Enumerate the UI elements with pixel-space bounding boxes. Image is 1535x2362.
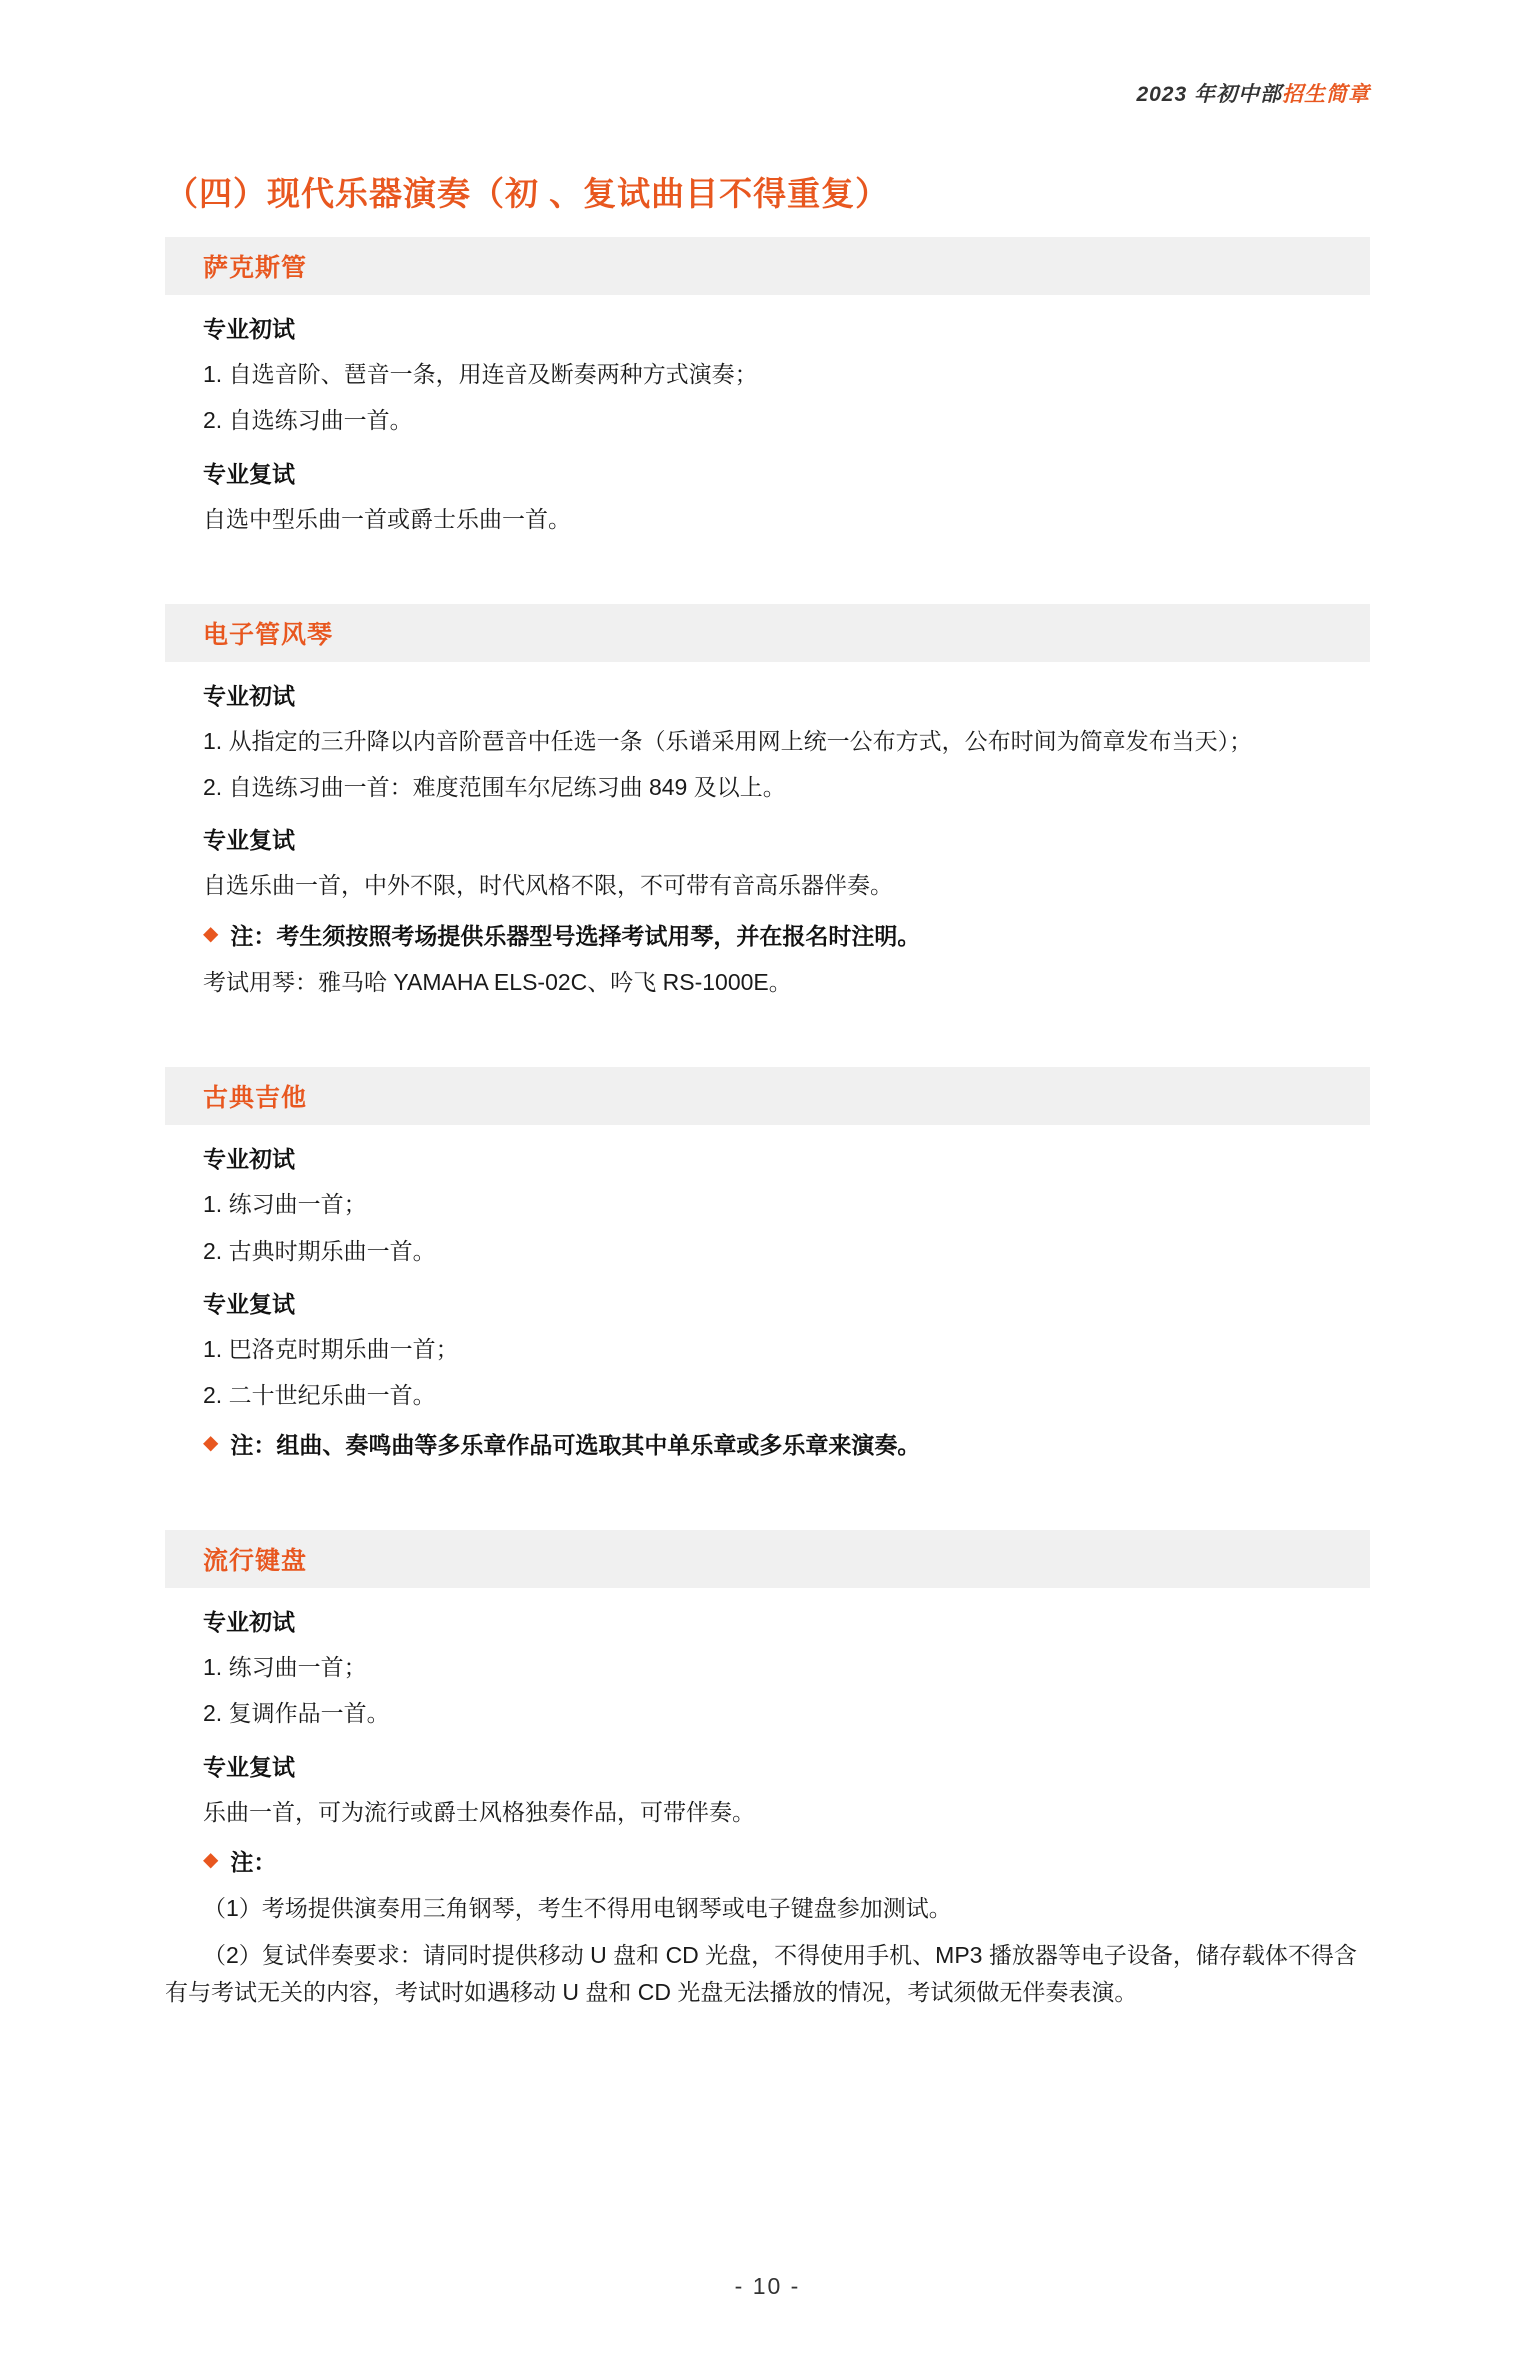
preliminary-item: 2. 古典时期乐曲一首。	[203, 1237, 436, 1264]
note-content: 组曲、奏鸣曲等多乐章作品可选取其中单乐章或多乐章来演奏。	[276, 1432, 921, 1459]
preliminary-label: 专业初试	[203, 682, 295, 709]
preliminary-label: 专业初试	[203, 1609, 295, 1636]
diamond-bullet-icon: ◆	[203, 1432, 219, 1455]
instrument-heading: 流行键盘	[165, 1530, 1370, 1588]
note-text	[230, 1428, 920, 1464]
retest-label: 专业复试	[203, 827, 295, 854]
preliminary-item: 1. 练习曲一首；	[203, 1654, 367, 1681]
preliminary-item: 1. 从指定的三升降以内音阶琶音中任选一条（乐谱采用网上统一公布方式，公布时间为简章发布当天）；	[203, 727, 1253, 754]
spacer	[165, 1504, 1370, 1530]
note-prefix: 注：	[230, 922, 277, 949]
instrument-heading: 古典吉他	[165, 1067, 1370, 1125]
preliminary-item: 2. 自选练习曲一首：难度范围车尔尼练习曲 849 及以上。	[203, 774, 786, 800]
preliminary-item: 2. 复调作品一首。	[203, 1700, 390, 1727]
instrument-heading: 电子管风琴	[165, 604, 1370, 662]
preliminary-item: 2. 自选练习曲一首。	[203, 407, 413, 434]
diamond-bullet-icon: ◆	[203, 1848, 219, 1871]
retest-item: 1. 巴洛克时期乐曲一首；	[203, 1335, 459, 1362]
preliminary-item: 1. 练习曲一首；	[203, 1191, 367, 1218]
note-item: （1）考场提供演奏用三角钢琴，考生不得用电钢琴或电子键盘参加测试。	[203, 1895, 952, 1922]
spacer	[165, 1041, 1370, 1067]
page-number: - 10 -	[734, 2273, 801, 2299]
retest-item: 2. 二十世纪乐曲一首。	[203, 1382, 436, 1409]
retest-item: 自选中型乐曲一首或爵士乐曲一首。	[203, 505, 571, 532]
retest-label: 专业复试	[203, 460, 295, 487]
instrument-heading: 萨克斯管	[165, 237, 1370, 295]
document-content	[165, 0, 1370, 2011]
note-content: 考生须按照考场提供乐器型号选择考试用琴，并在报名时注明。	[276, 922, 921, 949]
note-label: 注：	[230, 1848, 277, 1875]
note-row	[203, 1428, 1370, 1464]
note-row	[203, 1845, 1370, 1881]
retest-item: 自选乐曲一首，中外不限，时代风格不限，不可带有音高乐器伴奏。	[203, 872, 893, 899]
preliminary-label: 专业初试	[203, 316, 295, 342]
diamond-bullet-icon: ◆	[203, 922, 219, 945]
page-header	[1136, 78, 1370, 108]
note-text	[230, 919, 920, 955]
header-accent-text: 招生简章	[1282, 83, 1370, 106]
instrument-block-saxophone	[165, 237, 1370, 538]
note-followup: 考试用琴：雅马哈 YAMAHA ELS-02C、吟飞 RS-1000E。	[203, 969, 792, 996]
spacer	[165, 578, 1370, 604]
note-row	[203, 919, 1370, 955]
instrument-block-electronic-organ	[165, 604, 1370, 1002]
note-prefix: 注：	[230, 1432, 277, 1459]
instrument-block-classical-guitar	[165, 1067, 1370, 1464]
note-item: （2）复试伴奏要求：请同时提供移动 U 盘和 CD 光盘，不得使用手机、MP3 播放器等电子设备，储存载体不得含有与考试无关的内容，考试时如遇移动 U 盘和 CD 光盘无法播放的情况，考试须做无伴奏表演。	[165, 1941, 1357, 2005]
preliminary-item: 1. 自选音阶、琶音一条，用连音及断奏两种方式演奏；	[203, 361, 758, 387]
header-year-text: 2023 年初中部	[1136, 83, 1282, 106]
page-title: （四）现代乐器演奏（初 、复试曲目不得重复）	[165, 175, 890, 212]
retest-label: 专业复试	[203, 1753, 295, 1780]
preliminary-label: 专业初试	[203, 1146, 295, 1173]
instrument-block-pop-keyboard	[165, 1530, 1370, 2011]
retest-item: 乐曲一首，可为流行或爵士风格独奏作品，可带伴奏。	[203, 1798, 755, 1825]
retest-label: 专业复试	[203, 1290, 295, 1317]
